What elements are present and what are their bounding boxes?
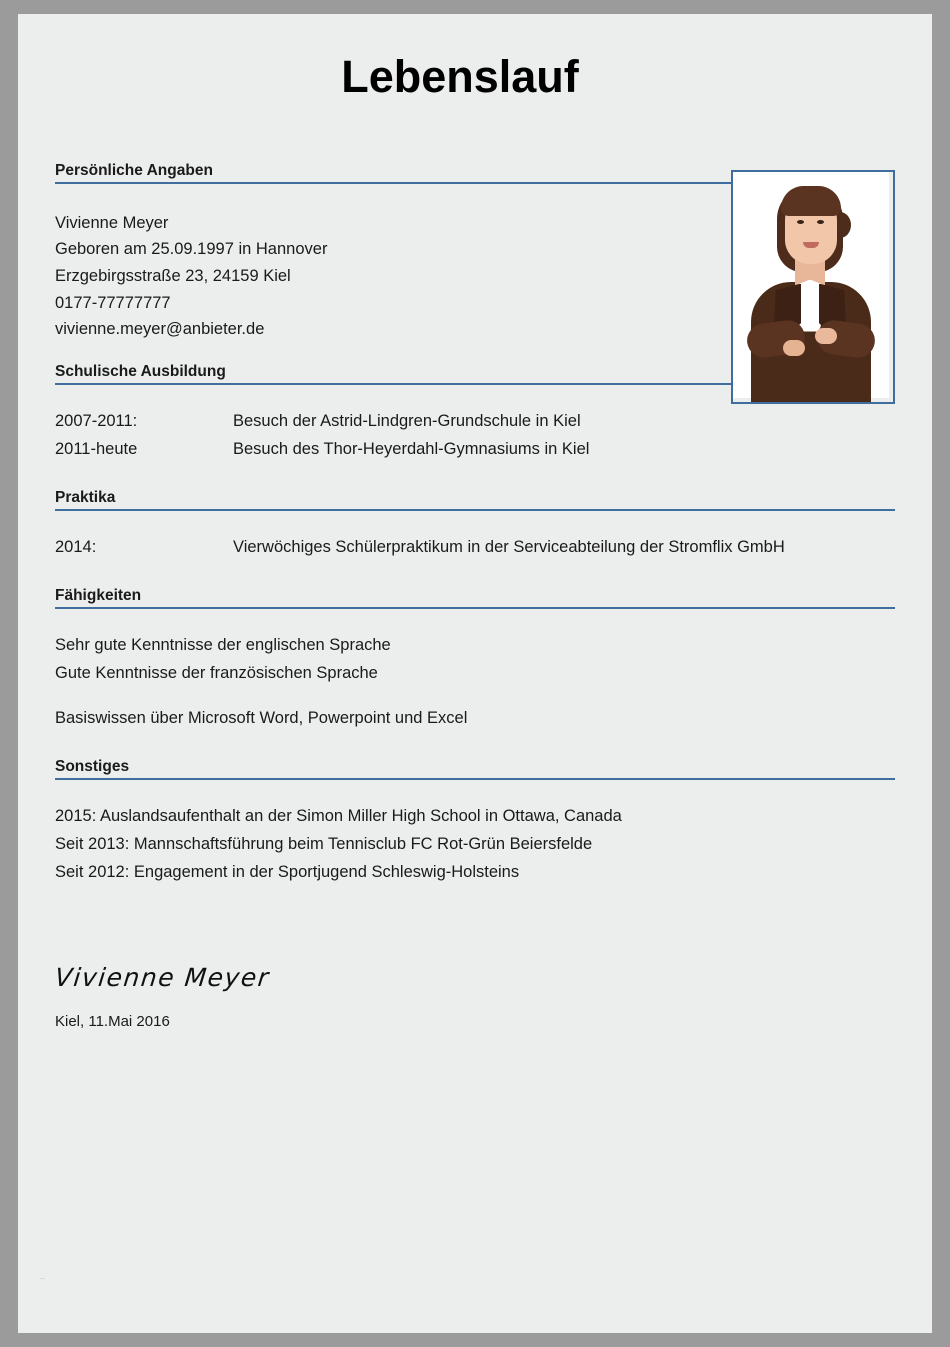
section-heading-other: Sonstiges (55, 758, 895, 780)
entry-description: Besuch der Astrid-Lindgren-Grundschule in Kiel (233, 412, 581, 431)
other-line: Seit 2012: Engagement in der Sportjugend Schleswig-Holsteins (55, 862, 520, 881)
entry-period: 2014: (55, 538, 97, 557)
photo-hair-front (781, 186, 841, 216)
photo-eye-left (797, 220, 804, 224)
portrait-photo (733, 172, 889, 398)
skill-line: Gute Kenntnisse der französischen Sprache (55, 664, 378, 683)
photo-eye-right (817, 220, 824, 224)
personal-line: vivienne.meyer@anbieter.de (55, 320, 265, 339)
skill-line: Sehr gute Kenntnisse der englischen Sprache (55, 636, 391, 655)
section-heading-skills: Fähigkeiten (55, 587, 895, 609)
signature: Vivienne Meyer (53, 962, 272, 992)
signature-place-date: Kiel, 11.Mai 2016 (55, 1013, 170, 1031)
personal-line: Geboren am 25.09.1997 in Hannover (55, 240, 328, 259)
document-content (18, 162, 932, 1031)
personal-line: 0177-77777777 (55, 293, 171, 312)
portrait-photo-frame (731, 170, 895, 404)
entry-description: Vierwöchiges Schülerpraktikum in der Serviceabteilung der Stromflix GmbH (233, 538, 785, 557)
other-line: 2015: Auslandsaufenthalt an der Simon Miller High School in Ottawa, Canada (55, 806, 622, 825)
other-line: Seit 2013: Mannschaftsführung beim Tennisclub FC Rot-Grün Beiersfelde (55, 834, 593, 853)
section-heading-personal: Persönliche Angaben (55, 162, 895, 184)
entry-period: 2011-heute (55, 440, 138, 459)
section-heading-praktika: Praktika (55, 489, 895, 511)
skills-list (55, 631, 895, 731)
skill-line: Basiswissen über Microsoft Word, Powerpoint und Excel (55, 708, 468, 727)
spacer (55, 688, 895, 704)
entry-description: Besuch des Thor-Heyerdahl-Gymnasiums in Kiel (233, 440, 590, 459)
list-item (55, 407, 895, 435)
section-heading-school: Schulische Ausbildung (55, 363, 895, 385)
school-entries (55, 407, 895, 463)
resume-page (18, 14, 932, 1333)
list-item (55, 435, 895, 463)
other-list (55, 802, 895, 886)
personal-line: Erzgebirgsstraße 23, 24159 Kiel (55, 266, 291, 285)
page-title: Lebenslauf (341, 51, 579, 102)
photo-hand-right (783, 340, 805, 356)
photo-hand-left (815, 328, 837, 344)
personal-line: Vivienne Meyer (55, 213, 169, 232)
page-corner-mark: .. (40, 1271, 46, 1281)
photo-mouth (803, 242, 819, 248)
entry-period: 2007-2011: (55, 412, 138, 431)
praktika-entries (55, 533, 895, 561)
list-item (55, 533, 895, 561)
